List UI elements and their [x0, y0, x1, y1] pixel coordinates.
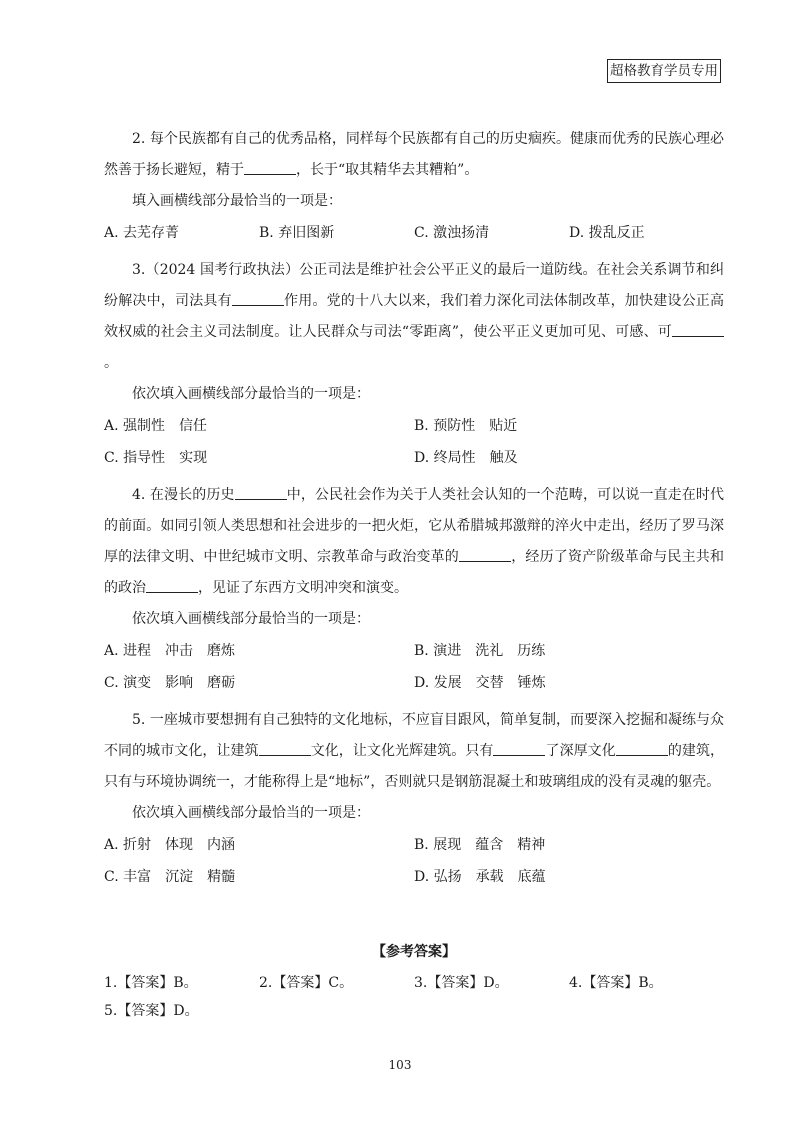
fill-blank	[259, 741, 311, 756]
option-b: B. 弃旧图新	[259, 225, 335, 241]
option-c: C. 演变 影响 磨砺	[104, 675, 236, 691]
answers-row	[104, 997, 724, 1025]
option-c: C. 激浊扬清	[414, 225, 490, 241]
fill-blank	[232, 291, 284, 306]
answer-item: 1.【答案】B。	[104, 975, 198, 991]
stem-text: ，经历了资产阶级革命与民主共和的政治	[104, 549, 724, 596]
fill-blank	[146, 578, 198, 593]
watermark-stamp: 超格教育学员专用	[607, 59, 721, 83]
option-c: C. 丰富 沉淀 精髓	[104, 869, 236, 885]
option-d: D. 弘扬 承载 底蕴	[414, 869, 546, 885]
fill-blank	[459, 547, 511, 562]
question-2	[104, 124, 724, 249]
question-prompt: 依次填入画横线部分最恰当的一项是：	[132, 386, 370, 402]
stem-text: ，长于“取其精华去其糟粕”。	[296, 162, 479, 178]
fill-blank	[616, 741, 668, 756]
option-b: B. 演进 洗礼 历练	[414, 643, 546, 659]
question-4	[104, 480, 724, 699]
option-b: B. 预防性 贴近	[414, 418, 518, 434]
answers-row	[104, 969, 724, 997]
option-a: A. 进程 冲击 磨炼	[104, 643, 236, 659]
stem-text: 。	[104, 355, 118, 371]
fill-blank	[672, 322, 724, 337]
options	[104, 410, 724, 474]
stem-text: 的建筑，只有与环境协调统一，才能称得上是“地标”，否则就只是钢筋混凝土和玻璃组成的没有灵魂的躯壳。	[104, 743, 725, 790]
question-stem	[104, 255, 724, 379]
question-stem	[104, 480, 724, 604]
options	[104, 635, 724, 699]
answer-item: 3.【答案】D。	[414, 975, 509, 991]
option-a: A. 强制性 信任	[104, 418, 208, 434]
stem-text: 文化，让文化光辉建筑。只有	[310, 743, 494, 759]
question-prompt: 填入画横线部分最恰当的一项是：	[132, 193, 342, 209]
question-number: 3.	[132, 262, 146, 278]
stem-text: ，见证了东西方文明冲突和演变。	[198, 580, 408, 596]
stem-text: 在漫长的历史	[149, 487, 235, 503]
fill-blank	[244, 160, 296, 175]
question-number: 4.	[132, 487, 146, 503]
stem-text: 每个民族都有自己的优秀品格，同样每个民族都有自己的历史痼疾。健康而优秀的民族心理必然善于扬长避短，精于	[104, 131, 725, 178]
option-a: A. 折射 体现 内涵	[104, 837, 236, 853]
option-d: D. 终局性 触及	[414, 450, 518, 466]
answer-item: 2.【答案】C。	[259, 975, 354, 991]
stem-text: 了深厚文化	[545, 743, 616, 759]
stem-text: 作用。党的十八大以来，我们着力深化司法体制改革，加快建设公正高效权威的社会主义司法制度。让人民群众与司法“零距离”，使公平正义更加可见、可感、可	[104, 293, 725, 340]
page-content	[104, 124, 724, 1025]
option-c: C. 指导性 实现	[104, 450, 208, 466]
answer-item: 5.【答案】D。	[104, 1003, 199, 1019]
question-number: 2.	[132, 131, 146, 147]
option-d: D. 拨乱反正	[569, 225, 645, 241]
option-a: A. 去芜存菁	[104, 225, 180, 241]
stem-text: 中，公民社会作为关于人类社会认知的一个范畴，可以说一直走在时代的前面。如同引领人类思想和社会进步的一把火炬，它从希腊城邦激辩的淬火中走出，经历了罗马深厚的法律文明、中世纪城市文明、宗教革命与政治变革的	[104, 487, 725, 565]
question-stem	[104, 124, 724, 186]
option-d: D. 发展 交替 锤炼	[414, 675, 546, 691]
option-b: B. 展现 蕴含 精神	[414, 837, 546, 853]
options	[104, 829, 724, 893]
question-stem	[104, 705, 724, 798]
question-prompt: 依次填入画横线部分最恰当的一项是：	[132, 611, 370, 627]
question-number: 5.	[132, 712, 146, 728]
answers-title: 【参考答案】	[372, 944, 456, 960]
page-number: 103	[388, 1058, 412, 1072]
options	[104, 217, 724, 249]
question-3	[104, 255, 724, 474]
fill-blank	[493, 741, 545, 756]
stem-text: 一座城市要想拥有自己独特的文化地标，不应盲目跟风，简单复制，而要深入挖掘和凝练与众不同的城市文化，让建筑	[104, 712, 725, 759]
question-prompt: 依次填入画横线部分最恰当的一项是：	[132, 805, 370, 821]
question-5	[104, 705, 724, 893]
stem-text: （2024 国考行政执法）公正司法是维护社会公平正义的最后一道防线。在社会关系调节和纠纷解决中，司法具有	[104, 262, 724, 309]
fill-blank	[235, 485, 287, 500]
answer-item: 4.【答案】B。	[569, 975, 663, 991]
